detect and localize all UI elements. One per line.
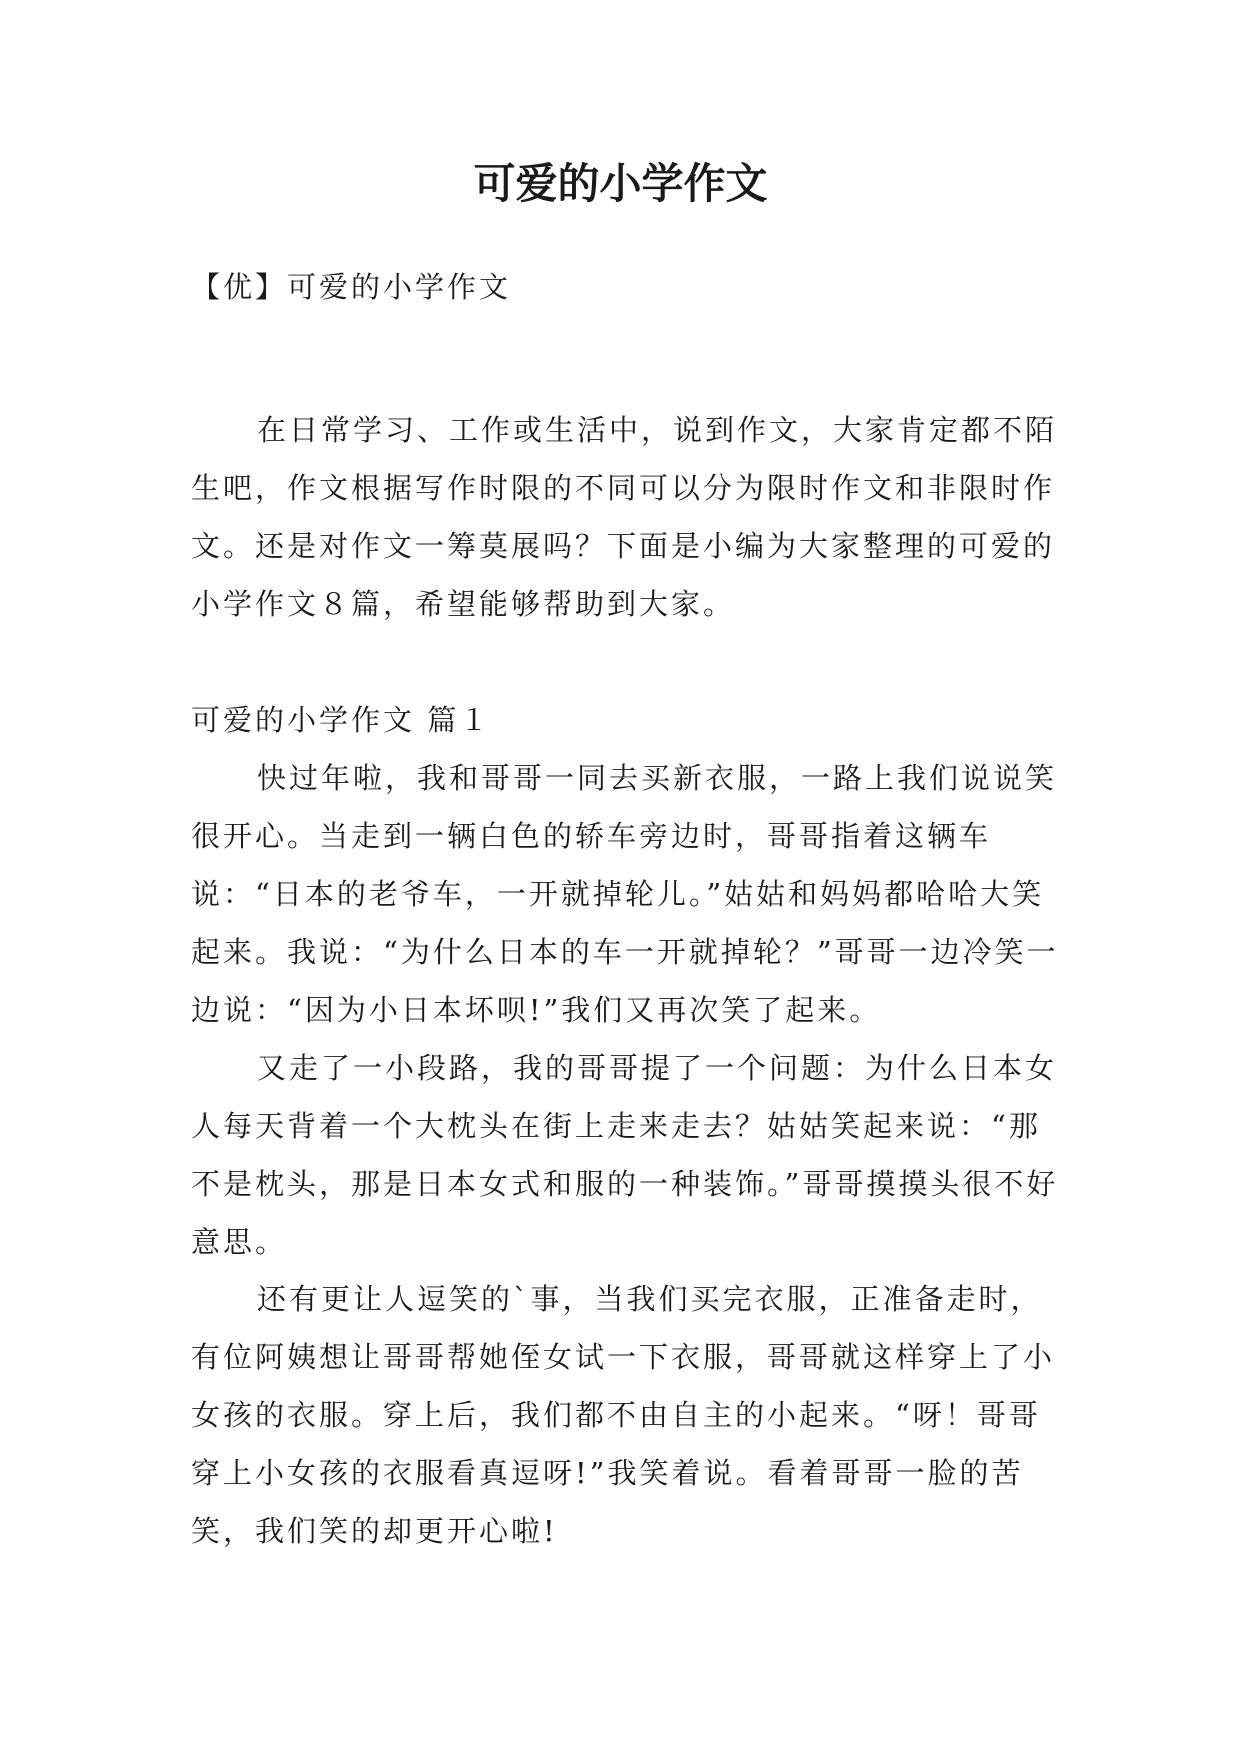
essay-paragraph-3: 还有更让人逗笑的`事，当我们买完衣服，正准备走时，有位阿姨想让哥哥帮她侄女试一下衣服，哥哥就这样穿上了小女孩的衣服。穿上后，我们都不由自主的小起来。“呀！哥哥穿上小女孩的衣服看真逗呀!”我笑着说。看着哥哥一脸的苦笑，我们笑的却更开心啦!: [191, 1282, 1056, 1548]
page-title: 可爱的小学作文: [473, 159, 768, 208]
essay-paragraph-1: 快过年啦，我和哥哥一同去买新衣服，一路上我们说说笑很开心。当走到一辆白色的轿车旁边时，哥哥指着这辆车说：“日本的老爷车，一开就掉轮儿。”姑姑和妈妈都哈哈大笑起来。我说：“为什么日本的车一开就掉轮？”哥哥一边冷笑一边说：“因为小日本坏呗!”我们又再次笑了起来。: [191, 761, 1059, 1027]
section-heading: 可爱的小学作文 篇１: [191, 703, 492, 737]
essay-paragraph-2: 又走了一小段路，我的哥哥提了一个问题：为什么日本女人每天背着一个大枕头在街上走来走去？姑姑笑起来说：“那不是枕头，那是日本女式和服的一种装饰。”哥哥摸摸头很不好意思。: [191, 1051, 1059, 1259]
document-subtitle: 【优】可爱的小学作文: [191, 270, 512, 304]
intro-paragraph: 在日常学习、工作或生活中，说到作文，大家肯定都不陌生吧，作文根据写作时限的不同可以分为限时作文和非限时作文。还是对作文一筹莫展吗？下面是小编为大家整理的可爱的小学作文８篇，希望能够帮助到大家。: [191, 413, 1058, 621]
